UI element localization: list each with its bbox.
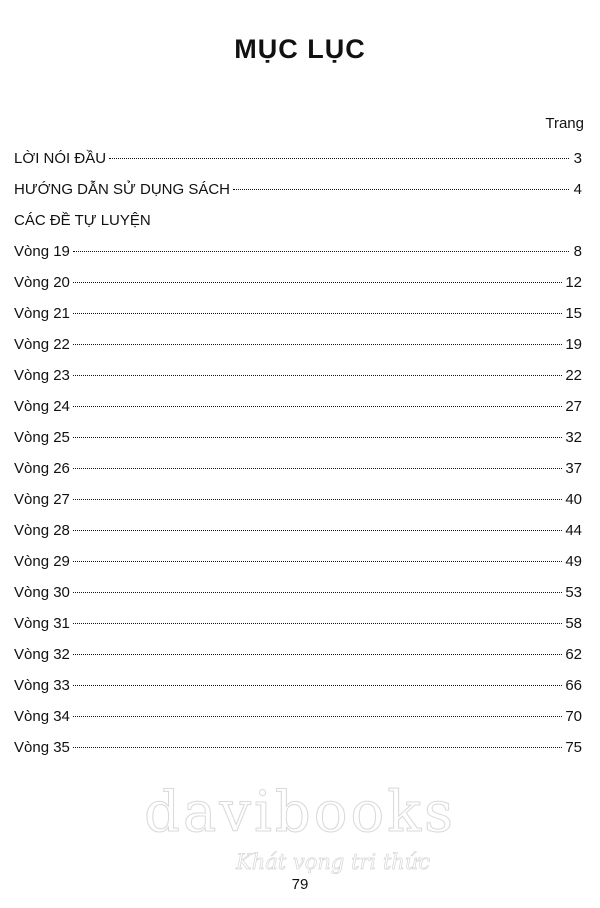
toc-entry bbox=[14, 174, 582, 205]
toc-dot-leader bbox=[73, 343, 562, 345]
toc-dot-leader bbox=[73, 715, 562, 717]
toc-entry-page: 49 bbox=[565, 553, 582, 570]
toc-dot-leader bbox=[73, 436, 562, 438]
toc-entry-label: Vòng 29 bbox=[14, 553, 70, 570]
toc-entry-page: 3 bbox=[573, 150, 582, 167]
toc-dot-leader bbox=[73, 498, 562, 500]
toc-dot-leader bbox=[233, 188, 569, 190]
toc-entry-label: Vòng 26 bbox=[14, 460, 70, 477]
toc-entry bbox=[14, 298, 582, 329]
toc-entry-label: Vòng 32 bbox=[14, 646, 70, 663]
toc-entry-page: 66 bbox=[565, 677, 582, 694]
toc-entry-page: 75 bbox=[565, 739, 582, 756]
toc-entry-label: Vòng 24 bbox=[14, 398, 70, 415]
toc-entry bbox=[14, 236, 582, 267]
toc-entry-page: 4 bbox=[573, 181, 582, 198]
toc-entry bbox=[14, 205, 582, 236]
toc-entry bbox=[14, 732, 582, 763]
toc-entry-page: 62 bbox=[565, 646, 582, 663]
toc-entry-label: Vòng 23 bbox=[14, 367, 70, 384]
toc-entry bbox=[14, 546, 582, 577]
toc-entry-page: 12 bbox=[565, 274, 582, 291]
toc-entry-page: 27 bbox=[565, 398, 582, 415]
toc-dot-leader bbox=[73, 312, 562, 314]
toc-dot-leader bbox=[73, 622, 562, 624]
toc-entry-label: Vòng 19 bbox=[14, 243, 70, 260]
page-column-header: Trang bbox=[545, 115, 584, 132]
toc-entry-page: 58 bbox=[565, 615, 582, 632]
toc-entry-page: 70 bbox=[565, 708, 582, 725]
toc-entry-page: 53 bbox=[565, 584, 582, 601]
toc-entry bbox=[14, 670, 582, 701]
table-of-contents bbox=[14, 143, 582, 763]
toc-entry bbox=[14, 267, 582, 298]
toc-dot-leader bbox=[73, 560, 562, 562]
toc-entry bbox=[14, 639, 582, 670]
toc-entry bbox=[14, 422, 582, 453]
toc-entry-label: Vòng 33 bbox=[14, 677, 70, 694]
toc-entry-page: 22 bbox=[565, 367, 582, 384]
toc-entry-page: 19 bbox=[565, 336, 582, 353]
toc-entry bbox=[14, 360, 582, 391]
toc-entry-label: Vòng 22 bbox=[14, 336, 70, 353]
toc-dot-leader bbox=[73, 250, 569, 252]
toc-dot-leader bbox=[73, 374, 562, 376]
toc-entry bbox=[14, 453, 582, 484]
toc-entry bbox=[14, 577, 582, 608]
toc-entry-page: 8 bbox=[573, 243, 582, 260]
toc-dot-leader bbox=[73, 653, 562, 655]
toc-entry-label: LỜI NÓI ĐẦU bbox=[14, 150, 107, 167]
toc-entry bbox=[14, 608, 582, 639]
toc-dot-leader bbox=[73, 684, 562, 686]
toc-entry-page: 37 bbox=[565, 460, 582, 477]
toc-entry-label: Vòng 25 bbox=[14, 429, 70, 446]
toc-dot-leader bbox=[73, 591, 562, 593]
toc-entry-label: Vòng 27 bbox=[14, 491, 70, 508]
toc-entry bbox=[14, 391, 582, 422]
toc-entry-label: Vòng 31 bbox=[14, 615, 70, 632]
watermark-logo: davibooks bbox=[144, 780, 456, 845]
page-title: MỤC LỤC bbox=[234, 34, 366, 64]
toc-entry-page: 44 bbox=[565, 522, 582, 539]
toc-entry-page: 15 bbox=[565, 305, 582, 322]
toc-entry-label: CÁC ĐỀ TỰ LUYỆN bbox=[14, 212, 151, 229]
toc-entry-label: Vòng 35 bbox=[14, 739, 70, 756]
toc-entry-label: Vòng 28 bbox=[14, 522, 70, 539]
toc-entry-page: 40 bbox=[565, 491, 582, 508]
toc-entry bbox=[14, 515, 582, 546]
toc-entry bbox=[14, 484, 582, 515]
toc-dot-leader bbox=[73, 467, 562, 469]
toc-entry-label: Vòng 21 bbox=[14, 305, 70, 322]
toc-entry bbox=[14, 143, 582, 174]
toc-entry-label: Vòng 30 bbox=[14, 584, 70, 601]
toc-dot-leader bbox=[73, 746, 562, 748]
toc-entry-label: Vòng 20 bbox=[14, 274, 70, 291]
toc-dot-leader bbox=[109, 157, 569, 159]
toc-dot-leader bbox=[73, 405, 562, 407]
toc-entry bbox=[14, 329, 582, 360]
page-number: 79 bbox=[291, 876, 309, 893]
toc-dot-leader bbox=[73, 281, 562, 283]
toc-entry-label: HƯỚNG DẪN SỬ DỤNG SÁCH bbox=[14, 181, 230, 198]
toc-entry-page: 32 bbox=[565, 429, 582, 446]
toc-entry bbox=[14, 701, 582, 732]
watermark-tagline: Khát vọng tri thức bbox=[236, 850, 431, 874]
toc-entry-label: Vòng 34 bbox=[14, 708, 70, 725]
toc-dot-leader bbox=[73, 529, 562, 531]
